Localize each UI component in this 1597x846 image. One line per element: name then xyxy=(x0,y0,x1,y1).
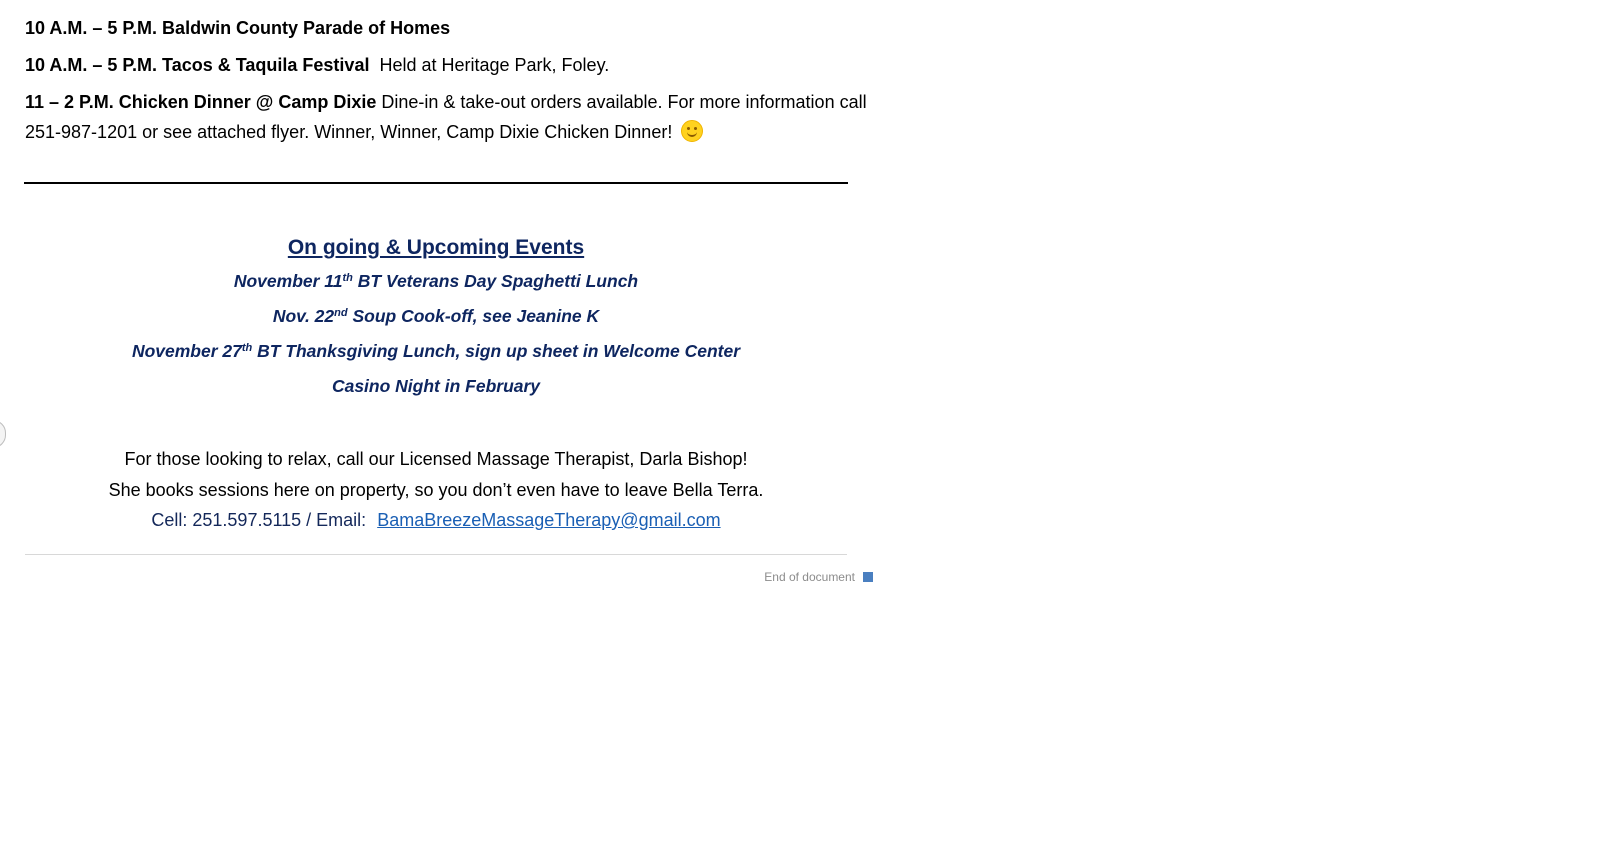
event-chicken-dinner xyxy=(25,87,873,147)
event-title: 10 A.M. – 5 P.M. Tacos & Taquila Festival xyxy=(25,55,370,75)
event-title: 11 – 2 P.M. Chicken Dinner @ Camp Dixie xyxy=(25,92,377,112)
massage-therapist-notice xyxy=(25,444,847,536)
smiley-face-icon xyxy=(681,120,703,142)
section-divider xyxy=(24,182,848,184)
event-detail: Held at Heritage Park, Foley. xyxy=(379,55,610,75)
upcoming-event-soup-cookoff: Nov. 22nd Soup Cook-off, see Jeanine K xyxy=(272,306,600,326)
end-of-document-marker xyxy=(51,569,873,585)
contact-prefix: Cell: 251.597.5115 / Email: xyxy=(151,510,367,530)
massage-line-1: For those looking to relax, call our Licensed Massage Therapist, Darla Bishop! xyxy=(124,449,748,469)
side-panel-handle[interactable] xyxy=(0,420,6,448)
end-of-document-label: End of document xyxy=(764,570,855,584)
event-title: 10 A.M. – 5 P.M. Baldwin County Parade of Homes xyxy=(25,18,451,38)
square-marker-icon xyxy=(863,572,873,582)
upcoming-event-veterans-day: November 11th BT Veterans Day Spaghetti Lunch xyxy=(233,271,639,291)
massage-contact-line xyxy=(25,505,847,536)
email-link[interactable]: BamaBreezeMassageTherapy@gmail.com xyxy=(377,510,721,530)
event-detail: Dine-in & take-out orders available. For more information call 251-987-1201 or see attached flyer. Winner, Winner, Camp Dixie Chicken Dinner! xyxy=(25,92,867,142)
massage-line-2: She books sessions here on property, so you don’t even have to leave Bella Terra. xyxy=(108,479,764,500)
end-of-document-rule xyxy=(25,554,847,555)
upcoming-event-thanksgiving: November 27th BT Thanksgiving Lunch, sign up sheet in Welcome Center xyxy=(131,341,741,361)
upcoming-events-section xyxy=(25,232,847,404)
upcoming-event-casino-night: Casino Night in February xyxy=(331,376,541,396)
event-tacos-festival xyxy=(25,50,873,80)
upcoming-events-heading: On going & Upcoming Events xyxy=(287,236,585,259)
event-parade-of-homes xyxy=(25,13,873,43)
